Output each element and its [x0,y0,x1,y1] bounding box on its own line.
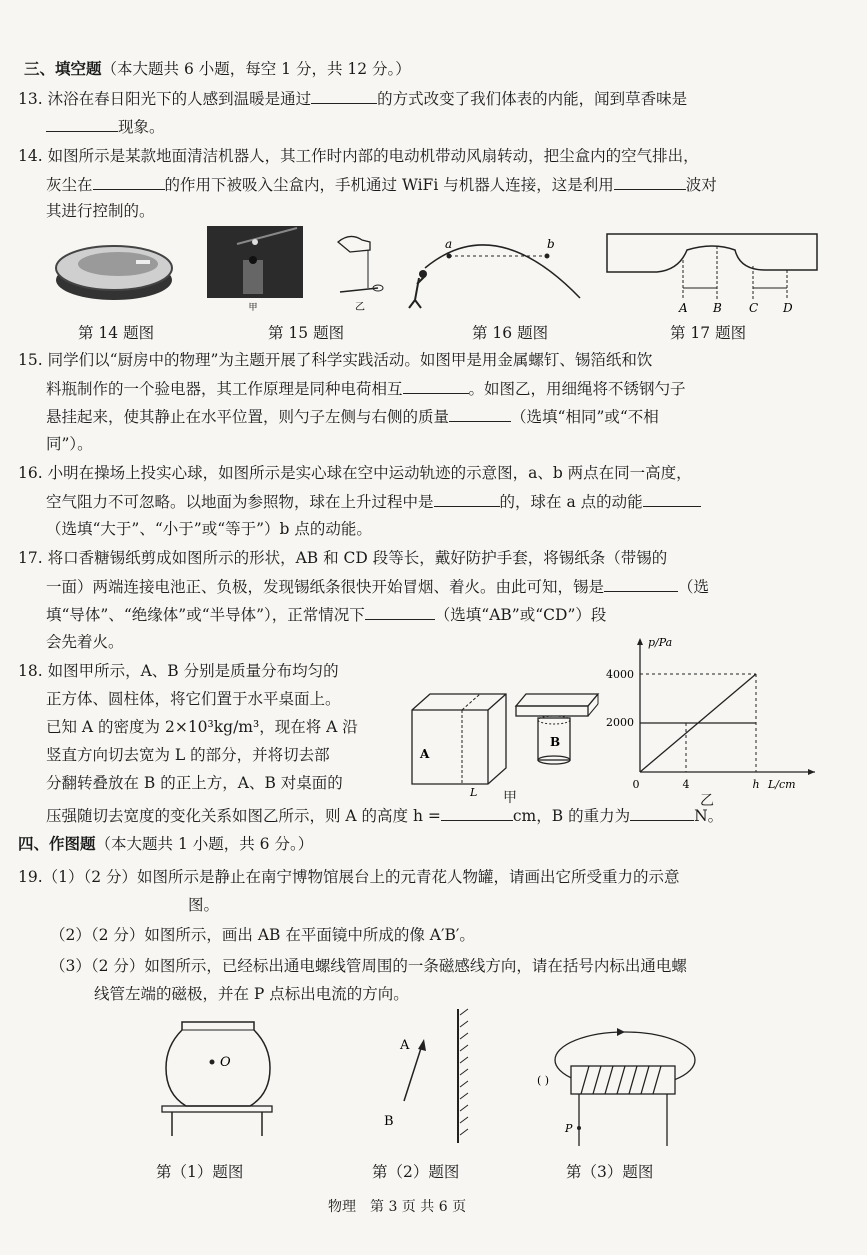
pressure-graph [600,632,825,812]
solenoid-figure [535,1020,705,1150]
question-15-line2: 料瓶制作的一个验电器，其工作原理是同种电荷相互 。如图乙，用细绳将不锈钢勺子 [46,377,686,400]
x-axis-label: L/cm [768,778,796,791]
question-14-line2: 灰尘在 的作用下被吸入尘盒内，手机通过 WiFi 与机器人连接，这是利用 波对 [46,173,717,196]
y-tick-4000: 4000 [606,668,634,681]
question-18-line1: 18. 如图甲所示，A、B 分别是质量分布均匀的 [18,662,339,680]
figure-15-caption: 第 15 题图 [268,324,345,342]
section-heading-4: 四、作图题（本大题共 1 小题，共 6 分。） [18,834,314,853]
figure-19-1-caption: 第（1）题图 [156,1163,244,1181]
figure-17-caption: 第 17 题图 [670,324,747,342]
question-19-line3: （2）（2 分）如图所示，画出 AB 在平面镜中所成的像 A′B′。 [50,926,475,944]
point-D-label: D [783,301,793,314]
ball-trajectory-figure [405,228,595,313]
question-19-line5: 线管左端的磁极，并在 P 点标出电流的方向。 [94,985,409,1003]
question-14-line1: 14. 如图所示是某款地面清洁机器人，其工作时内部的电动机带动风扇转动，把尘盒内的空气排出， [18,147,699,165]
figure-18-yi-caption: 乙 [700,793,714,809]
question-16-line1: 16. 小明在操场上投实心球，如图所示是实心球在空中运动轨迹的示意图，a、b 两点在同一高度， [18,464,692,482]
question-13-line2: 现象。 [46,115,165,138]
fig15-label-jia: 甲 [248,303,258,311]
point-b-label: b [547,237,555,251]
center-O-label: O [220,1055,231,1070]
question-16-line2: 空气阻力不可忽略。以地面为参照物，球在上升过程中是 的，球在 a 点的动能 [46,490,701,513]
question-18-line6: 压强随切去宽度的变化关系如图乙所示，则 A 的高度 h = cm，B 的重力为 N。 [46,804,723,827]
x-tick-0: 0 [632,778,640,791]
question-15-line1: 15. 同学们以“厨房中的物理”为主题开展了科学实践活动。如图甲是用金属螺钉、锡箔纸和饮 [18,351,653,369]
question-18-line2: 正方体、圆柱体，将它们置于水平桌面上。 [46,690,341,708]
point-C-label: C [749,301,759,314]
point-A-label: A [679,301,688,314]
point-P-label: P [565,1122,573,1135]
question-18-line3: 已知 A 的密度为 2×10³kg/m³，现在将 A 沿 [46,718,358,736]
point-B-label: B [713,301,722,314]
x-tick-4: 4 [682,778,690,791]
question-17-line3: 填“导体”、“绝缘体”或“半导体”），正常情况下 （选填“AB”或“CD”）段 [46,603,606,626]
question-17-line4: 会先着火。 [46,633,124,651]
fig15-label-yi: 乙 [355,302,365,313]
arrow-A-label: A [400,1038,410,1053]
question-18-line4: 竖直方向切去宽为 L 的部分，并将切去部 [46,746,330,764]
figure-16-caption: 第 16 题图 [472,324,549,342]
question-17-line2: 一面）两端连接电池正、负极，发现锡纸条很快开始冒烟、着火。由此可知，锡是 （选 [46,575,709,598]
porcelain-jar-figure [158,1016,283,1141]
figure-19-3-caption: 第（3）题图 [566,1163,654,1181]
block-A-label: A [420,747,430,761]
electroscope-photo [207,226,307,311]
tin-foil-strip-figure [605,232,820,314]
question-15-line4: 同”）。 [46,435,93,453]
pole-answer-paren[interactable]: ( ) [537,1074,550,1087]
figure-18-jia-caption: 甲 [503,790,517,806]
question-19-line1: 19.（1）（2 分）如图所示是静止在南宁博物馆展台上的元青花人物罐，请画出它所受重力的示意 [18,868,680,886]
question-17-line1: 17. 将口香糖锡纸剪成如图所示的形状，AB 和 CD 段等长，戴好防护手套，将锡纸条（带锡的 [18,549,668,567]
question-18-line5: 分翻转叠放在 B 的正上方，A、B 对桌面的 [46,774,343,792]
cylinder-B-label: B [550,735,561,749]
x-tick-h: h [752,778,760,791]
question-13-line1: 13. 沐浴在春日阳光下的人感到温暖是通过 的方式改变了我们体表的内能，闻到草香味是 [18,87,687,110]
question-15-line3: 悬挂起来，使其静止在水平位置，则勺子左侧与右侧的质量 （选填“相同”或“不相 [46,405,659,428]
hanging-spoon-figure [330,228,390,313]
figure-14-caption: 第 14 题图 [78,324,155,342]
question-14-line3: 其进行控制的。 [46,202,155,220]
arrow-B-label: B [384,1114,394,1129]
question-19-line2: 图。 [188,896,220,914]
section-heading: 三、填空题（本大题共 6 小题，每空 1 分，共 12 分。） [24,59,411,78]
robot-vacuum-figure [52,228,182,308]
figure-19-2-caption: 第（2）题图 [372,1163,460,1181]
point-a-label: a [445,237,453,251]
y-axis-label: p/Pa [648,636,673,649]
question-19-line4: （3）（2 分）如图所示，已经标出通电螺线管周围的一条磁感线方向，请在括号内标出通电螺 [50,957,687,975]
page-footer: 物理 第 3 页 共 6 页 [328,1199,467,1215]
question-16-line3: （选填“大于”、“小于”或“等于”）b 点的动能。 [46,520,372,538]
plane-mirror-figure [370,1005,480,1145]
cut-width-L-label: L [470,786,478,799]
y-tick-2000: 2000 [606,716,634,729]
